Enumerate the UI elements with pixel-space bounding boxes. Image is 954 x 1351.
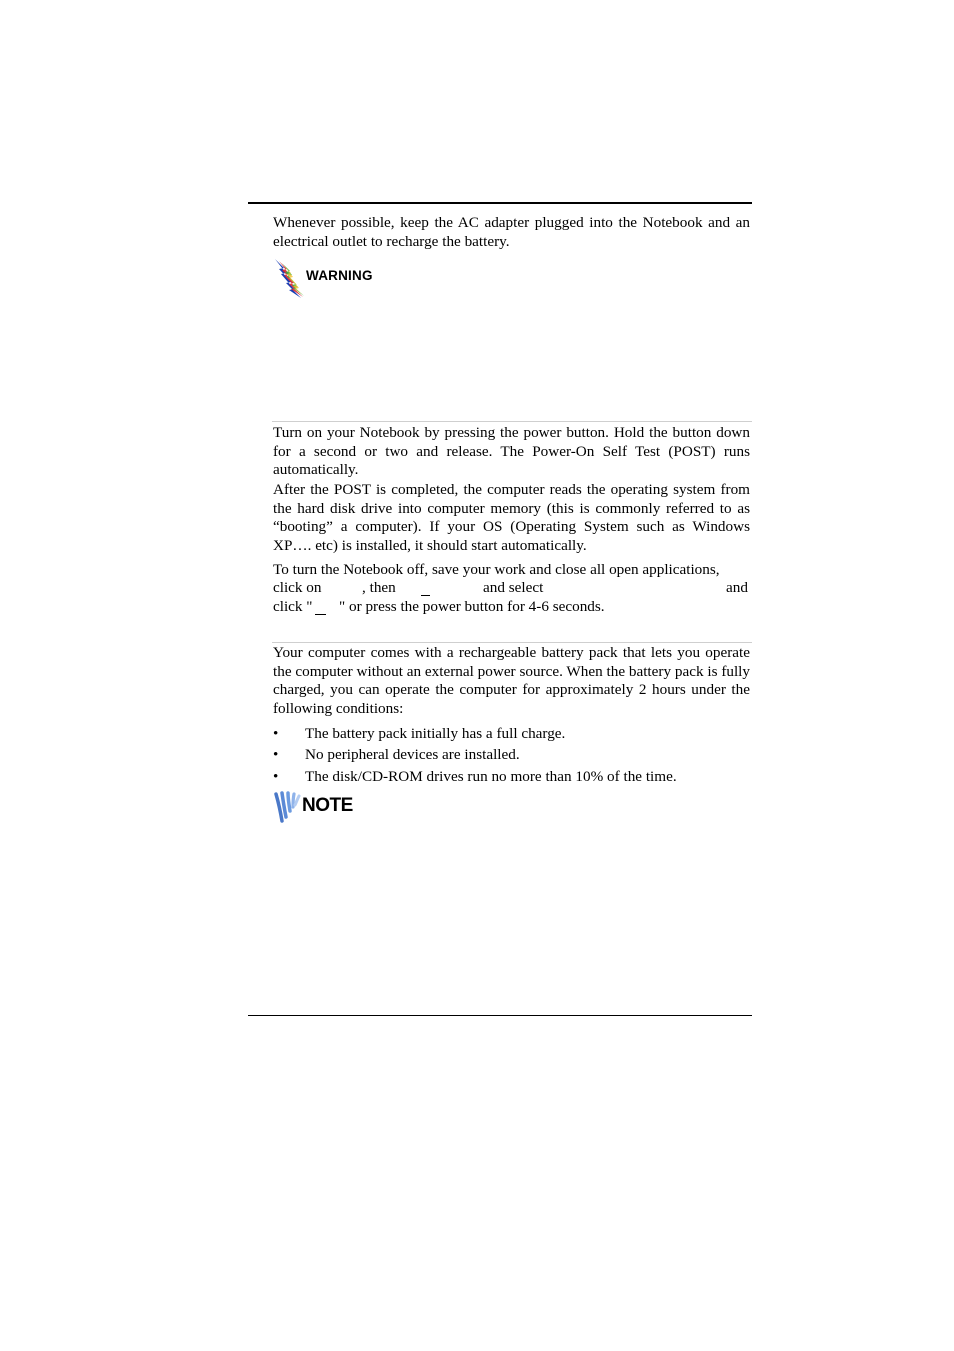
bullet-icon: • <box>273 746 279 763</box>
turn-off-line-2: click on <box>273 579 322 596</box>
battery-paragraph: Your computer comes with a rechargeable battery pack that lets you operate the computer without an external power source. When the battery pack is fully charged, you can operate the computer for approximately 2 hours under the following conditions: <box>273 644 750 718</box>
intro-paragraph: Whenever possible, keep the AC adapter plugged into the Notebook and an electrical outlet to recharge the battery. <box>273 214 750 250</box>
warning-lightning-icon <box>272 257 306 299</box>
turn-off-line-1: To turn the Notebook off, save your work and close all open applications, <box>273 561 720 578</box>
section-separator <box>272 642 752 643</box>
power-on-paragraph: Turn on your Notebook by pressing the power button. Hold the button down for a second or two and release. The Power-On Self Test (POST) runs automatically. <box>273 424 750 479</box>
blank-underline-2 <box>315 604 326 615</box>
turn-off-line-2-then: , then <box>362 579 396 596</box>
bullet-icon: • <box>273 768 279 785</box>
blank-underline <box>421 585 430 596</box>
section-separator <box>272 421 752 422</box>
bullet-icon: • <box>273 725 279 742</box>
header-rule <box>248 202 752 204</box>
note-label: NOTE <box>302 795 353 816</box>
turn-off-line-3-rest: " or press the power button for 4-6 seconds. <box>339 598 605 615</box>
turn-off-line-2-and: and <box>726 579 748 596</box>
footer-rule <box>248 1015 752 1016</box>
note-hand-icon <box>273 791 301 823</box>
warning-label: WARNING <box>306 268 373 283</box>
turn-off-line-3-click: click " <box>273 598 313 615</box>
post-paragraph: After the POST is completed, the computer reads the operating system from the hard disk drive into computer memory (this is commonly referred to as “booting” a computer). If your OS (Operating System such as Windows XP…. etc) is installed, it should start automatically. <box>273 481 750 555</box>
turn-off-line-2-select: and select <box>483 579 544 596</box>
